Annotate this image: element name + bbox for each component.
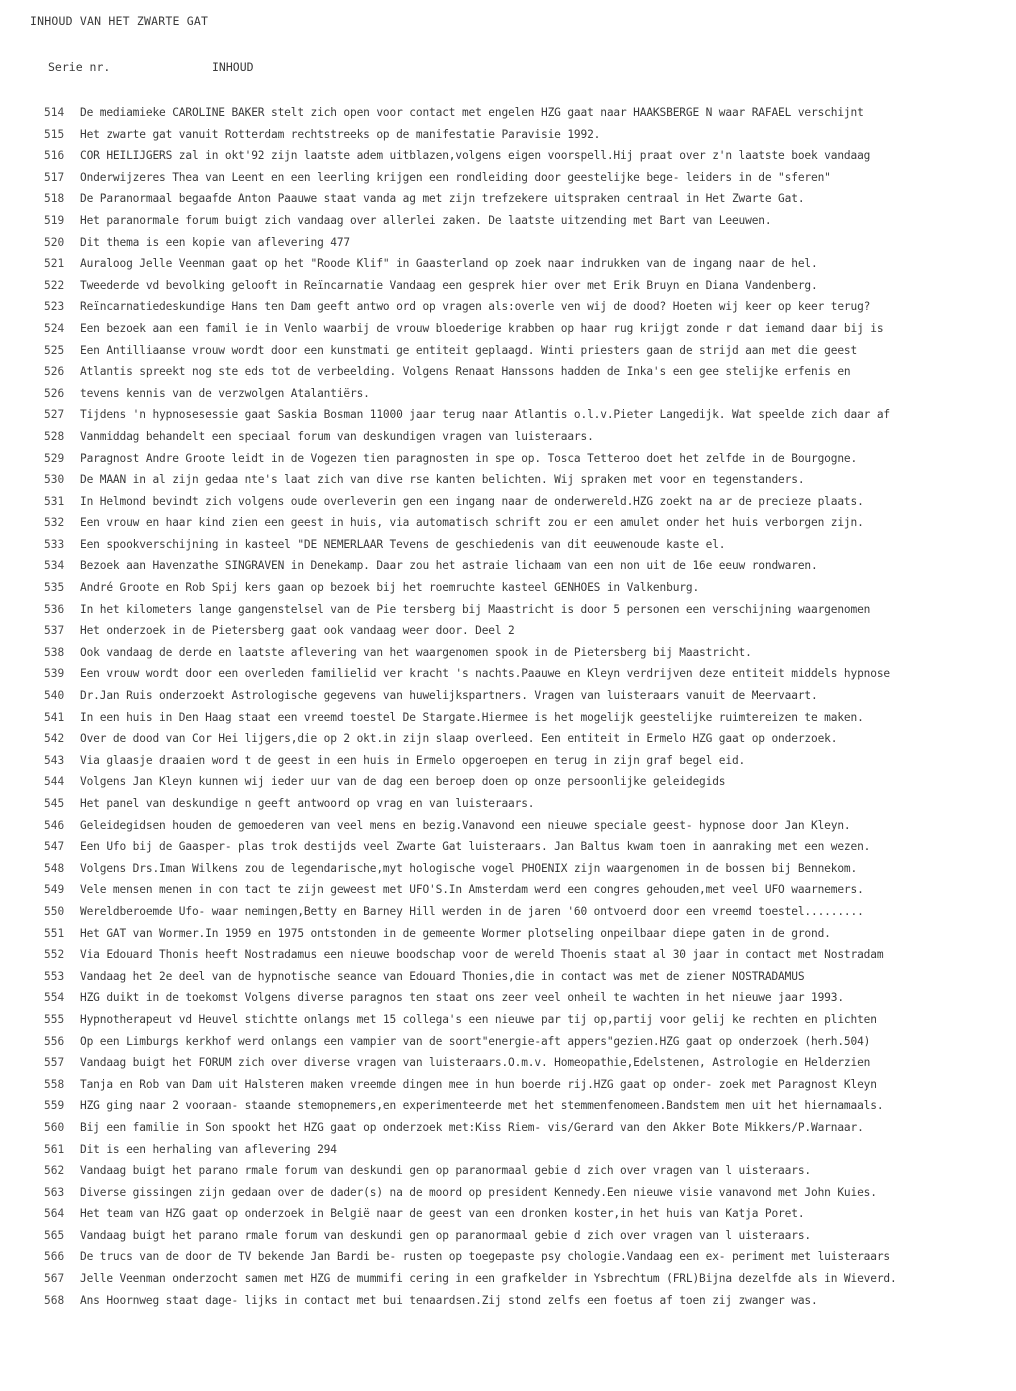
serie-number: 542 [44, 732, 65, 746]
serie-number: 555 [44, 1012, 65, 1026]
list-item [0, 188, 1016, 210]
column-header-serie: Serie nr. [48, 60, 111, 74]
episode-description: In een huis in Den Haag staat een vreemd toestel De Stargate.Hiermee is het mogelijk geestelijke ruimtereizen te maken. [80, 710, 864, 724]
list-item [0, 1117, 1016, 1139]
episode-description: Dr.Jan Ruis onderzoekt Astrologische gegevens van huwelijkspartners. Vragen van luisteraars vanuit de Meervaart. [80, 689, 818, 703]
list-item [0, 318, 1016, 340]
document-title: INHOUD VAN HET ZWARTE GAT [30, 14, 209, 28]
serie-number: 533 [44, 537, 65, 551]
episode-description: Auraloog Jelle Veenman gaat op het "Roode Klif" in Gaasterland op zoek naar indrukken van de ingang naar de hel. [80, 257, 818, 271]
list-item [0, 728, 1016, 750]
episode-description: Volgens Jan Kleyn kunnen wij ieder uur van de dag een beroep doen op onze persoonlijke geleidegids [80, 775, 726, 789]
serie-number: 518 [44, 192, 65, 206]
episode-description: Geleidegidsen houden de gemoederen van veel mens en bezig.Vanavond een nieuwe speciale geest- hypnose door Jan Kleyn. [80, 818, 851, 832]
serie-number: 515 [44, 127, 65, 141]
serie-number: 541 [44, 710, 65, 724]
episode-description: Hypnotherapeut vd Heuvel stichtte onlangs met 15 collega's een nieuwe par tij op,partij voor gelij ke rechten en plichten [80, 1012, 877, 1026]
serie-number: 556 [44, 1034, 65, 1048]
serie-number: 565 [44, 1228, 65, 1242]
serie-number: 562 [44, 1164, 65, 1178]
list-item [0, 793, 1016, 815]
episode-description: Onderwijzeres Thea van Leent en een leerling krijgen een rondleiding door geestelijke bege- leiders in de "sferen" [80, 170, 831, 184]
list-item [0, 987, 1016, 1009]
serie-number: 551 [44, 926, 65, 940]
episode-description: Vanmiddag behandelt een speciaal forum van deskundigen vragen van luisteraars. [80, 429, 594, 443]
list-item [0, 1095, 1016, 1117]
list-item [0, 1268, 1016, 1290]
list-item [0, 555, 1016, 577]
list-item [0, 944, 1016, 966]
serie-number: 534 [44, 559, 65, 573]
list-item [0, 815, 1016, 837]
serie-number: 528 [44, 429, 65, 443]
episode-description: Dit is een herhaling van aflevering 294 [80, 1142, 337, 1156]
list-item [0, 901, 1016, 923]
episode-description: Het zwarte gat vanuit Rotterdam rechtstreeks op de manifestatie Paravisie 1992. [80, 127, 601, 141]
serie-number: 517 [44, 170, 65, 184]
episode-description: Het team van HZG gaat op onderzoek in België naar de geest van een dronken koster,in het huis van Katja Poret. [80, 1207, 805, 1221]
episode-description: Volgens Drs.Iman Wilkens zou de legendarische,myt hologische vogel PHOENIX zijn waargenomen in de bossen bij Bennekom. [80, 861, 858, 875]
episode-description: HZG ging naar 2 vooraan- staande stemopnemers,en experimenteerde met het stemmenfenomeen.Bandstem men uit het hiernamaals. [80, 1099, 884, 1113]
episode-description: Paragnost Andre Groote leidt in de Vogezen tien paragnosten in spe op. Tosca Tetteroo doet het zelfde in de Bourgogne. [80, 451, 858, 465]
serie-number: 544 [44, 775, 65, 789]
episode-description: Een Antilliaanse vrouw wordt door een kunstmati ge entiteit geplaagd. Winti priesters gaan de strijd aan met die geest [80, 343, 858, 357]
episode-description: Tijdens 'n hypnosesessie gaat Saskia Bosman 11000 jaar terug naar Atlantis o.l.v.Pieter Langedijk. Wat speelde zich daar af [80, 408, 891, 422]
serie-number: 567 [44, 1272, 65, 1286]
serie-number: 552 [44, 948, 65, 962]
serie-number: 547 [44, 840, 65, 854]
serie-number: 557 [44, 1056, 65, 1070]
episode-description: Over de dood van Cor Hei lijgers,die op 2 okt.in zijn slaap overleed. Een entiteit in Ermelo HZG gaat op onderzoek. [80, 732, 838, 746]
list-item [0, 1246, 1016, 1268]
serie-number: 564 [44, 1207, 65, 1221]
episode-description: Een spookverschijning in kasteel "DE NEMERLAAR Tevens de geschiedenis van dit eeuwenoude kaste el. [80, 537, 726, 551]
episode-description: Diverse gissingen zijn gedaan over de dader(s) na de moord op president Kennedy.Een nieuwe visie vanavond met John Kuies. [80, 1185, 877, 1199]
episode-description: Vandaag buigt het parano rmale forum van deskundi gen op paranormaal gebie d zich over vragen van l uisteraars. [80, 1164, 811, 1178]
serie-number: 554 [44, 991, 65, 1005]
serie-number: 553 [44, 969, 65, 983]
episode-description: Het onderzoek in de Pietersberg gaat ook vandaag weer door. Deel 2 [80, 624, 515, 638]
list-item [0, 232, 1016, 254]
serie-number: 559 [44, 1099, 65, 1113]
serie-number: 538 [44, 645, 65, 659]
list-item [0, 534, 1016, 556]
list-item [0, 210, 1016, 232]
serie-number: 548 [44, 861, 65, 875]
list-item [0, 404, 1016, 426]
list-item [0, 361, 1016, 383]
list-item [0, 1290, 1016, 1312]
list-item [0, 836, 1016, 858]
serie-number: 561 [44, 1142, 65, 1156]
list-item [0, 1009, 1016, 1031]
serie-number: 524 [44, 321, 65, 335]
episode-description: Dit thema is een kopie van aflevering 477 [80, 235, 351, 249]
list-item [0, 1225, 1016, 1247]
episode-description: Vele mensen menen in con tact te zijn geweest met UFO'S.In Amsterdam werd een congres gehouden,met veel UFO waarnemers. [80, 883, 864, 897]
serie-number: 516 [44, 149, 65, 163]
list-item [0, 275, 1016, 297]
list-item [0, 426, 1016, 448]
list-item [0, 1160, 1016, 1182]
serie-number: 550 [44, 904, 65, 918]
list-item [0, 253, 1016, 275]
episode-description: De trucs van de door de TV bekende Jan Bardi be- rusten op toegepaste psy chologie.Vandaag een ex- periment met luisteraars [80, 1250, 891, 1264]
episode-description: De mediamieke CAROLINE BAKER stelt zich open voor contact met engelen HZG gaat naar HAAKSBERGE N waar RAFAEL verschijnt [80, 106, 864, 119]
list-item [0, 966, 1016, 988]
episode-description: Een bezoek aan een famil ie in Venlo waarbij de vrouw bloederige krabben op haar rug krijgt zonde r dat iemand daar bij is [80, 321, 884, 335]
serie-number: 543 [44, 753, 65, 767]
serie-number: 566 [44, 1250, 65, 1264]
list-item [0, 383, 1016, 405]
episode-description: Tweederde vd bevolking gelooft in Reïncarnatie Vandaag een gesprek hier over met Erik Bruyn en Diana Vandenberg. [80, 278, 818, 292]
episode-list [0, 102, 1016, 1311]
episode-description: André Groote en Rob Spij kers gaan op bezoek bij het roemruchte kasteel GENHOES in Valkenburg. [80, 581, 700, 595]
episode-description: De MAAN in al zijn gedaa nte's laat zich van dive rse kanten belichten. Wij spraken met voor en tegenstanders. [80, 473, 805, 487]
episode-description: De Paranormaal begaafde Anton Paauwe staat vanda ag met zijn trefzekere uitspraken centraal in Het Zwarte Gat. [80, 192, 805, 206]
list-item [0, 707, 1016, 729]
episode-description: In Helmond bevindt zich volgens oude overleverin gen een ingang naar de onderwereld.HZG zoekt na ar de precieze plaats. [80, 494, 864, 508]
serie-number: 527 [44, 408, 65, 422]
list-item [0, 577, 1016, 599]
list-item [0, 1139, 1016, 1161]
episode-description: Bezoek aan Havenzathe SINGRAVEN in Denekamp. Daar zou het astraie lichaam van een non uit de 16e eeuw rondwaren. [80, 559, 818, 573]
list-item [0, 469, 1016, 491]
list-item [0, 663, 1016, 685]
list-item [0, 620, 1016, 642]
list-item [0, 1182, 1016, 1204]
list-item [0, 599, 1016, 621]
serie-number: 525 [44, 343, 65, 357]
serie-number: 531 [44, 494, 65, 508]
serie-number: 526 [44, 365, 65, 379]
serie-number: 537 [44, 624, 65, 638]
list-item [0, 296, 1016, 318]
episode-description: tevens kennis van de verzwolgen Atalantiërs. [80, 386, 370, 400]
serie-number: 532 [44, 516, 65, 530]
list-item [0, 923, 1016, 945]
list-item [0, 685, 1016, 707]
episode-description: In het kilometers lange gangenstelsel van de Pie tersberg bij Maastricht is door 5 personen een verschijning waargenomen [80, 602, 871, 616]
episode-description: Het GAT van Wormer.In 1959 en 1975 ontstonden in de gemeente Wormer plotseling onpeilbaar diepe gaten in de grond. [80, 926, 831, 940]
episode-description: Reïncarnatiedeskundige Hans ten Dam geeft antwo ord op vragen als:overle ven wij de dood? Hoeten wij keer op keer terug? [80, 300, 871, 314]
serie-number: 514 [44, 106, 65, 119]
episode-description: Een Ufo bij de Gaasper- plas trok destijds veel Zwarte Gat luisteraars. Jan Baltus kwam toen in aanraking met een wezen. [80, 840, 871, 854]
serie-number: 522 [44, 278, 65, 292]
episode-description: COR HEILIJGERS zal in okt'92 zijn laatste adem uitblazen,volgens eigen voorspell.Hij praat over z'n laatste boek vandaag [80, 149, 871, 163]
list-item [0, 750, 1016, 772]
serie-number: 523 [44, 300, 65, 314]
serie-number: 568 [44, 1293, 65, 1307]
list-item [0, 1031, 1016, 1053]
serie-number: 536 [44, 602, 65, 616]
serie-number: 539 [44, 667, 65, 681]
list-item [0, 340, 1016, 362]
column-header-inhoud: INHOUD [212, 60, 254, 74]
episode-description: Via Edouard Thonis heeft Nostradamus een nieuwe boodschap voor de wereld Thoenis staat al 30 jaar in contact met Nostradam [80, 948, 884, 962]
list-item [0, 102, 1016, 124]
episode-description: Vandaag buigt het FORUM zich over diverse vragen van luisteraars.O.m.v. Homeopathie,Edelstenen, Astrologie en Helderzien [80, 1056, 871, 1070]
episode-description: Een vrouw wordt door een overleden familielid ver kracht 's nachts.Paauwe en Kleyn verdrijven deze entiteit middels hypnose [80, 667, 891, 681]
list-item [0, 512, 1016, 534]
episode-description: Vandaag buigt het parano rmale forum van deskundi gen op paranormaal gebie d zich over vragen van l uisteraars. [80, 1228, 811, 1242]
serie-number: 558 [44, 1077, 65, 1091]
serie-number: 530 [44, 473, 65, 487]
serie-number: 563 [44, 1185, 65, 1199]
episode-description: Via glaasje draaien word t de geest in een huis in Ermelo opgeroepen en terug in zijn graf begel eid. [80, 753, 746, 767]
list-item [0, 879, 1016, 901]
episode-description: Wereldberoemde Ufo- waar nemingen,Betty en Barney Hill werden in de jaren '60 ontvoerd door een vreemd toestel......... [80, 904, 864, 918]
serie-number: 526 [44, 386, 65, 400]
episode-description: Een vrouw en haar kind zien een geest in huis, via automatisch schrift zou er een amulet onder het huis verborgen zijn. [80, 516, 864, 530]
episode-description: Op een Limburgs kerkhof werd onlangs een vampier van de soort"energie-aft appers"gezien.HZG gaat op onderzoek (herh.504) [80, 1034, 871, 1048]
list-item [0, 1052, 1016, 1074]
list-item [0, 124, 1016, 146]
episode-description: Jelle Veenman onderzocht samen met HZG de mummifi cering in een grafkelder in Ysbrechtum (FRL)Bijna dezelfde als in Wieverd. [80, 1272, 897, 1286]
episode-description: Tanja en Rob van Dam uit Halsteren maken vreemde dingen mee in hun boerde rij.HZG gaat op onder- zoek met Paragnost Kleyn [80, 1077, 877, 1091]
list-item [0, 1203, 1016, 1225]
episode-description: Ans Hoornweg staat dage- lijks in contact met bui tenaardsen.Zij stond zelfs een foetus af toen zij zwanger was. [80, 1293, 818, 1307]
serie-number: 521 [44, 257, 65, 271]
serie-number: 529 [44, 451, 65, 465]
list-item [0, 642, 1016, 664]
episode-description: Het panel van deskundige n geeft antwoord op vrag en van luisteraars. [80, 797, 535, 810]
episode-description: Bij een familie in Son spookt het HZG gaat op onderzoek met:Kiss Riem- vis/Gerard van den Akker Bote Mikkers/P.Warnaar. [80, 1120, 864, 1134]
list-item [0, 858, 1016, 880]
list-item [0, 145, 1016, 167]
serie-number: 540 [44, 689, 65, 703]
serie-number: 549 [44, 883, 65, 897]
serie-number: 545 [44, 797, 65, 810]
list-item [0, 491, 1016, 513]
list-item [0, 167, 1016, 189]
serie-number: 535 [44, 581, 65, 595]
episode-description: HZG duikt in de toekomst Volgens diverse paragnos ten staat ons zeer veel onheil te wachten in het nieuwe jaar 1993. [80, 991, 844, 1005]
serie-number: 560 [44, 1120, 65, 1134]
episode-description: Atlantis spreekt nog ste eds tot de verbeelding. Volgens Renaat Hanssons hadden de Inka's een gee stelijke erfenis en [80, 365, 851, 379]
list-item [0, 771, 1016, 793]
episode-description: Ook vandaag de derde en laatste aflevering van het waargenomen spook in de Pietersberg bij Maastricht. [80, 645, 752, 659]
serie-number: 520 [44, 235, 65, 249]
episode-description: Vandaag het 2e deel van de hypnotische seance van Edouard Thonies,die in contact was met de ziener NOSTRADAMUS [80, 969, 805, 983]
serie-number: 546 [44, 818, 65, 832]
list-item [0, 448, 1016, 470]
serie-number: 519 [44, 213, 65, 227]
list-item [0, 1074, 1016, 1096]
episode-description: Het paranormale forum buigt zich vandaag over allerlei zaken. De laatste uitzending met Bart van Leeuwen. [80, 213, 772, 227]
